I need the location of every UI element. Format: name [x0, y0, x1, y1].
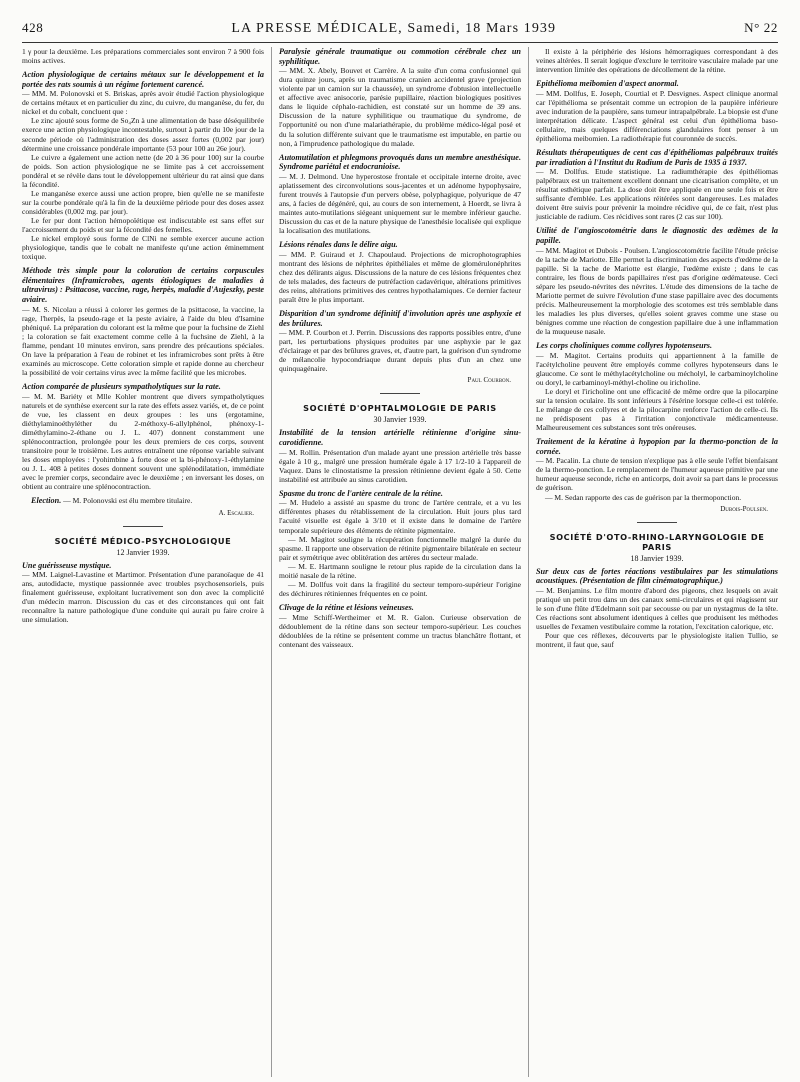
section-rule — [123, 526, 163, 527]
article-title: Action comparée de plusieurs sympatholytiques sur la rate. — [22, 381, 221, 391]
article — [279, 47, 521, 148]
column-middle — [271, 47, 521, 1077]
paragraph: Pour que ces réflexes, découverts par le physiologiste italien Tullio, se montrent, il faut que, sauf — [536, 631, 778, 650]
article — [536, 567, 778, 631]
society-heading: SOCIÉTÉ D'OTO-RHINO-LARYNGOLOGIE DE PARIS — [549, 531, 765, 552]
article-body: — MM. Laignel-Lavastine et Martimor. Présentation d'une paranoïaque de 41 ans, autodidacte, mystique passionnée avec troubles psychosensoriels, puis finalement guérisseuse, exploitant lucrativement son don avec la complicité d'un médecin marron. Discussion du cas et des circonstances qui ont fait reconnaître la nature pathologique d'une conduite qui aurait pu faire croire à une simulation. — [22, 570, 264, 625]
paragraph: Le fer pur dont l'action hémopoïétique est indiscutable est sans effet sur l'accroissement du poids et sur la fécondité des femelles. — [22, 215, 264, 234]
paragraph: 1 γ pour la deuxième. Les préparations commerciales sont environ 7 à 900 fois moins actives. — [22, 47, 264, 66]
article — [279, 153, 521, 236]
paragraph: Le zinc ajouté sous forme de So₄Zn à une alimentation de base déséquilibrée exerce une action physiologique incontestable, surtout à partir du 10e jour de la seconde période où l'administration des doses assez fortes (0,002 par jour) détermine une croissance pondérale importante (53 pour 100 au 26e jour). — [22, 116, 264, 153]
article — [22, 382, 264, 491]
journal-title: LA PRESSE MÉDICALE, Samedi, 18 Mars 1939 — [231, 21, 557, 36]
article-title: Lésions rénales dans le délire aigu. — [279, 240, 398, 250]
session-date: 18 Janvier 1939. — [630, 553, 684, 563]
signature: Dubois-Poulsen. — [720, 504, 768, 513]
article — [279, 489, 521, 535]
article — [22, 266, 264, 377]
article-title: Résultats thérapeutiques de cent cas d'épithéliomas palpébraux traités par irradiation à l'Institut du Radium de Paris de 1935 à 1937. — [536, 148, 778, 167]
article-body: — M. Benjamins. Le film montre d'abord des pigeons, chez lesquels on avait pratiqué un petit trou dans un des canaux semi-circulaires et qui réagissent sur le son d'une flûte d'Edelmann soit par secousse ou par un nystagmus de la tête. Ces réactions sont absolument identiques à celles que produisent les méthodes usuelles de l'examen vestibulaire comme la rotation, l'excitation calorique, etc. — [536, 585, 778, 631]
issue-number: N° 22 — [744, 20, 778, 35]
article — [22, 561, 264, 625]
article-title: Traitement de la kératine à hypopion par la thermo-ponction de la cornée. — [536, 437, 778, 456]
paragraph: Le nickel employé sous forme de ClNi ne semble exercer aucune action physiologique, tandis que le cobalt ne manifeste qu'une action éminemment toxique. — [22, 234, 264, 262]
article-title: Instabilité de la tension artérielle rétinienne d'origine sinu-carotidienne. — [279, 428, 521, 448]
paragraph: Le manganèse exerce aussi une action propre, bien qu'elle ne se manifeste sur la courbe pondérale qu'à la fin de la deuxième période pour des doses assez considérables (0,002 mg. par jour). — [22, 188, 264, 216]
article-body: — M. Rollin. Présentation d'un malade ayant une pression artérielle très basse égale à 10 g., malgré une pression humérale égale à 17 1/2-10 à l'appareil de Vaquez. Dans le clinostatisme la pression rétinienne devient égale à 50. Cette instabilité est attribuée au sinus carotidien. — [279, 447, 521, 484]
header-rule — [22, 42, 778, 43]
article-title: Disparition d'un syndrome définitif d'involution après une asphyxie et des brûlures. — [279, 309, 521, 328]
paragraph: Il existe à la périphérie des lésions hémorragiques correspondant à des veines altérées. Il serait logique d'exclure le territoire vasculaire malade par une intervention limitée des opérations de décollement de la rétine. — [536, 47, 778, 75]
article — [279, 309, 521, 373]
section-rule — [380, 393, 420, 394]
article-title: Action physiologique de certains métaux sur le développement et la portée des rats soumis à un régime fortement carencé. — [22, 70, 264, 89]
paragraph: — M. Dollfus voit dans la fragilité du secteur temporo-supérieur l'origine des déchirures rétiniennes fréquentes en ce point. — [279, 579, 521, 598]
article-body: — M. Pacalin. La chute de tension n'explique pas à elle seule l'effet bienfaisant de la thermo-ponction. Le remplacement de l'humeur aqueuse primitive par une humeur aqueuse seconde, riche en anticorps, doit avoir sa part dans le processus de guérison. — [536, 456, 778, 493]
article-body: — MM. M. Polonovski et S. Briskas, après avoir étudié l'action physiologique de certains métaux et en particulier du zinc, du cuivre, du manganèse, du fer, du nickel et du cobalt, concluent que : — [22, 89, 264, 117]
article-body: — Mme Schiff-Wertheimer et M. R. Galon. Curieuse observation de dédoublement de la rétine dans son secteur temporo-supérieur. Les couches dédoublées de la rétine se présentent comme un tractus blanchâtre flottant, et contenant des vaisseaux. — [279, 612, 521, 649]
article — [536, 148, 778, 221]
article-body: — M. M. Bariéty et Mlle Kohler montrent que divers sympatholytiques naturels et de synthèse exercent sur la rate des effets assez variés, et, de ce point de vue, les classent en deux groupes : les uns (ergotamine, diéthylaminoéthyléther du 2-méthoxy-6-allylphénol, phénoxy-1-diméthylamino-2-éthane ou J. L. 407) donnent constamment une splénocontraction, prolongée pour les deux premiers de ces corps, souvent transitoire pour le troisième. Les autres entraînent une réponse variable suivant les doses employées : l'yohimbine à forte dose et la bi-phénoxy-1-éthylamine ou J. L. 408 à petites doses donnent souvent une splénodilatation, immédiate avec le premier corps, secondaire avec le deuxième ; en inversant les doses, on obtient au contraire une splénocontraction. — [22, 391, 264, 491]
article-title: Méthode très simple pour la coloration de certains corpuscules élémentaires (Inframicrobes, agents étiologiques de maladies à ultravirus) : Psittacose, vaccine, rage, herpès, maladie d'Aujeszky, peste aviaire. — [22, 266, 264, 304]
article-title: Spasme du tronc de l'artère centrale de la rétine. — [279, 488, 443, 498]
column-right — [528, 47, 778, 1077]
article-body: — MM. P. Guiraud et J. Chapoulaud. Projections de microphotographies montrant des lésions de néphrites épithéliales et même de glomérulonéphrites chez des délirants aigus. Discussions de la nature de ces lésions fréquentes chez de tels malades, des facteurs de putréfaction cadavérique, altérations primitives des reins, altérations primitives des centres hypothalamiques. Ce dernier facteur paraît être le plus important. — [279, 249, 521, 304]
running-header — [22, 20, 778, 37]
article-title: Clivage de la rétine et lésions veineuses. — [279, 602, 414, 612]
article-body: — M. Polonovski est élu membre titulaire. — [63, 496, 193, 506]
paragraph: — M. Sedan rapporte des cas de guérison par la thermoponction. — [545, 492, 742, 502]
article — [536, 341, 778, 387]
article-title: Epithélioma meibomien d'aspect anormal. — [536, 79, 679, 89]
article — [536, 226, 778, 336]
text-columns — [22, 47, 778, 1077]
society-heading: SOCIÉTÉ MÉDICO-PSYCHOLOGIQUE — [54, 535, 232, 546]
article — [22, 496, 264, 506]
paragraph: Le doryl et l'iricholine ont une efficacité de même ordre que la pilocarpine sur la tension oculaire. Ils sont inférieurs à l'ésérine lorsque celle-ci est tolérée. Le mélange de ces collyres et de la pilocarpine renforce l'action de celle-ci. Ils ne prédisposent pas à l'irritation conjonctivale médicamenteuse. Malheureusement ces substances sont très onéreuses. — [536, 386, 778, 433]
article — [22, 70, 264, 116]
article-body: — MM. Magitot et Dubois - Poulsen. L'angioscotométrie facilite l'étude précise de la tache de Mariotte. Elle permet la discrimination des aspects d'œdème de la papille. Si la tache de Mariotte est élargie, l'œdème existe ; dans le cas contraire, les flous de bords papillaires n'est pas d'origine œdémateuse. Ceci sépare les pseudo-névrites des névrites. L'étude des dimensions de la tache de Mariotte permet de suivre l'évolution d'une stase papillaire avec des documents précis. Malheureusement la morphologie des scotomes est très semblable dans les maladies les plus diverses, qu'elles soient graves comme une stase ou bénignes comme une réaction de congestion papillaire due à une inflammation de la muqueuse nasale. — [536, 245, 778, 337]
signature: Paul Courbon. — [467, 376, 511, 385]
article-title: Les corps cholíniques comme collyres hypotenseurs. — [536, 341, 713, 351]
article — [279, 240, 521, 304]
article — [536, 437, 778, 492]
article — [536, 79, 778, 143]
article-body: — M. J. Delmond. Une hyperostose frontale et occipitale interne droite, avec aplatissement des circonvolutions sous-jacentes et un adénome hypophysaire, furent trouvés à l'autopsie d'un pervers obèse, polyphagique, polyurique de 47 ans, à facies de dégénéré, qui, au cours de son internement, à Hoerdt, se livra à maintes auto-mutilations siégeant uniquement sur le membre inférieur gauche. Discussion du cas et de la nature physique de l'anesthésie localisée qui explique la localisation des mutilations. — [279, 171, 521, 236]
article — [279, 603, 521, 649]
paragraph: — M. E. Hartmann souligne le retour plus rapide de la circulation dans la moitié nasale de la rétine. — [279, 561, 521, 580]
article-body: — M. Hudelo a assisté au spasme du tronc de l'artère centrale, et a vu les différentes phases du rétablissement de la circulation. Huit jours plus tard l'acuité visuelle est égale à 3/10 et il existe dans le domaine de l'artère temporale supérieure des éléments de rétinite pigmentaire. — [279, 498, 521, 535]
article-title: Sur deux cas de fortes réactions vestibulaires par les stimulations acoustiques. (Présentation de film cinématographique.) — [536, 566, 778, 586]
session-date: 12 Janvier 1939. — [116, 547, 170, 557]
article-body: — MM. P. Courbon et J. Perrin. Discussions des rapports possibles entre, d'une part, les perturbations physiques produites par une asphyxie par le gaz d'éclairage et par des brûlures graves, et, d'autre part, la guérison d'un syndrome de mélancolie hypocondriaque durant depuis plus d'un an chez une quinquagénaire. — [279, 328, 521, 374]
paragraph: Le cuivre a également une action nette (de 20 à 36 pour 100) sur la courbe de poids. Son action physiologique ne se limite pas à cet accroissement pondéral et se révèle dans tout le développement ultérieur du rat ainsi que dans la fécondité. — [22, 152, 264, 189]
society-heading: SOCIÉTÉ D'OPHTALMOLOGIE DE PARIS — [303, 403, 497, 414]
signature: A. Escalier. — [218, 508, 254, 517]
article — [279, 428, 521, 483]
article-title: Election. — [31, 496, 62, 506]
article-body: — MM. X. Abely, Bouvet et Carrère. A la suite d'un coma confusionnel qui dura quinze jours, après un traumatisme cranien accidentel grave (projection violente par un camion sur la chaussée), un syndrome d'obtusion intellectuelle et affective avec anisocorie, parésie pupillaire, réaction biologiques positives dans le liquide céphalo-rachidien, est constaté sur un homme de 39 ans. Discussion de la nature syphilitique ou traumatique du syndrome, de l'opportunité ou non d'une malariathérapie, du problème médico-légal posé et du la solution différente suivant que le traumatisme est imputable, en partie ou non, à l'imprudence pathologique du malade. — [279, 66, 521, 148]
article-body: — M. Dollfus. Etude statistique. La radiumthérapie des épithéliomas palpébraux est un traitement excellent donnant une cicatrisation complète, et un résultat esthétique parfait. La dose doit être appliquée en une seule fois et être suffisante d'emblée. Les applications réitérées sont dangereuses. Les malades doivent être suivis pour prévenir la moindre récidive qui, de ce fait, n'est plus justiciable de radium. Ces récidives sont rares (2 cas sur 100). — [536, 167, 778, 222]
article-title: Une guérisseuse mystique. — [22, 560, 112, 570]
article-title: Utilité de l'angioscotométrie dans le diagnostic des œdèmes de la papille. — [536, 226, 778, 246]
page-number: 428 — [22, 20, 44, 35]
article-body: — M. S. Nicolau a réussi à colorer les germes de la psittacose, la vaccine, la rage, l'herpès, la pseudo-rage et la peste aviaire, à l'aide du bleu d'Isamine phéniqué. La préparation du colorant est la même que pour la fuchsine de Ziehl ; la coloration se fait exactement comme celle à la fuchsine de Ziehl, à la flamme, pendant 10 minutes environ, sans prendre des précautions spéciales. On lave la préparation à l'eau de robinet et les inframicrobes sont prêts à être examinés au microscope. Cette coloration simple et rapide donne au chercheur la possibilité de voir certains virus avec la même facilité que les microbes. — [22, 304, 264, 377]
article-title: Automutilation et phlegmons provoqués dans un membre anesthésique. Syndrome pariétal et endocranioise. — [279, 152, 521, 172]
article-body: — MM. Dollfus, E. Joseph, Courtial et P. Desvignes. Aspect clinique anormal car l'épithélioma se présentait comme un ectropion de la paupière inférieure avec induration de la paupière, sans tumeur intrapalpébrale. La biopsie est d'une interprétation délicate. L'aspect général est celui d'un épithélioma baso-cellulaire, mais quelques différenciations glandulaires font penser à un épithélioma meibomien. La radiothérapie fut couronnée de succès. — [536, 88, 778, 143]
paragraph: — M. Magitot souligne la récupération fonctionnelle malgré la durée du spasme. Il rapporte une observation de rétinite pigmentaire bilatérale en secteur pair et symétrique avec oblitération des artères du secteur malade. — [279, 534, 521, 562]
article-body: — M. Magitot. Certains produits qui appartiennent à la famille de l'acétylcholine peuvent être employés comme collyres hypotenseurs dans le glaucome. Ce sont le méthylacétylcholine ou mécholyl, le carbaminoylcholine ou doryl, le carbaminoyl-méthyl-choline ou iricholine. — [536, 350, 778, 387]
article-title: Paralysie générale traumatique ou commotion cérébrale chez un syphilitique. — [279, 47, 521, 66]
column-left — [22, 47, 264, 1077]
session-date: 30 Janvier 1939. — [373, 415, 427, 425]
section-rule — [637, 522, 677, 523]
